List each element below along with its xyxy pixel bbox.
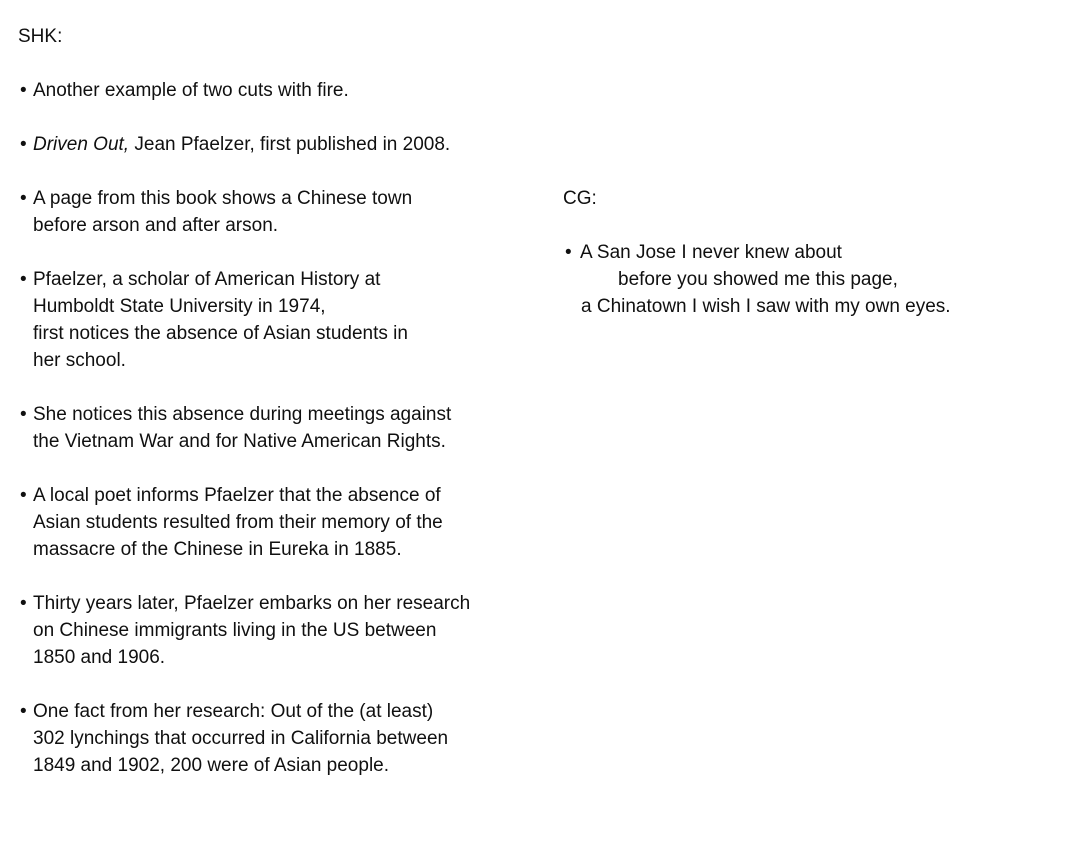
bullet-line-rest: Jean Pfaelzer, first published in 2008. [129, 134, 451, 155]
bullet-line: Asian students resulted from their memory of the [33, 512, 443, 533]
bullet-content [33, 77, 543, 104]
list-item [18, 698, 543, 779]
list-item [563, 239, 1068, 320]
bullet-content [33, 698, 543, 779]
bullet-line: 1849 and 1902, 200 were of Asian people. [33, 755, 390, 776]
poem-line: before you showed me this page, [618, 269, 898, 290]
bullet-line: A page from this book shows a Chinese town [33, 188, 413, 209]
bullet-content [33, 590, 543, 671]
cg-section [563, 185, 1068, 347]
bullet-icon: • [20, 485, 27, 506]
list-item [18, 590, 543, 671]
bullet-line: Another example of two cuts with fire. [33, 80, 349, 101]
poem-content [580, 239, 1068, 320]
bullet-line: her school. [33, 350, 126, 371]
bullet-line: She notices this absence during meetings against [33, 404, 452, 425]
bullet-line: Pfaelzer, a scholar of American History at [33, 269, 381, 290]
list-item [18, 185, 543, 239]
bullet-line: before arson and after arson. [33, 215, 279, 236]
bullet-content [33, 131, 543, 158]
bullet-content [33, 482, 543, 563]
bullet-line: massacre of the Chinese in Eureka in 1885. [33, 539, 402, 560]
bullet-content [33, 185, 543, 239]
bullet-line: on Chinese immigrants living in the US between [33, 620, 437, 641]
bullet-icon: • [20, 269, 27, 290]
speaker-label-cg: CG: [563, 188, 597, 209]
list-item [18, 401, 543, 455]
bullet-line: the Vietnam War and for Native American Rights. [33, 431, 446, 452]
bullet-icon: • [20, 80, 27, 101]
bullet-line: first notices the absence of Asian students in [33, 323, 408, 344]
bullet-line: A local poet informs Pfaelzer that the absence of [33, 485, 441, 506]
book-title-italic: Driven Out, [33, 134, 130, 155]
list-item [18, 77, 543, 104]
list-item [18, 131, 543, 158]
bullet-line: Humboldt State University in 1974, [33, 296, 326, 317]
bullet-line: One fact from her research: Out of the (at least) [33, 701, 434, 722]
poem-line: a Chinatown I wish I saw with my own eyes. [581, 296, 951, 317]
bullet-icon: • [20, 404, 27, 425]
bullet-icon: • [20, 593, 27, 614]
bullet-content [33, 266, 543, 374]
bullet-icon: • [20, 701, 27, 722]
bullet-line: 1850 and 1906. [33, 647, 166, 668]
list-item [18, 482, 543, 563]
list-item [18, 266, 543, 374]
bullet-content [33, 401, 543, 455]
bullet-line: Thirty years later, Pfaelzer embarks on her research [33, 593, 471, 614]
bullet-icon: • [565, 242, 572, 263]
bullet-icon: • [20, 134, 27, 155]
bullet-line [33, 131, 543, 158]
speaker-label-shk: SHK: [18, 26, 63, 47]
poem-line: A San Jose I never knew about [580, 242, 842, 263]
bullet-icon: • [20, 188, 27, 209]
shk-section [18, 23, 543, 806]
bullet-line: 302 lynchings that occurred in California between [33, 728, 449, 749]
